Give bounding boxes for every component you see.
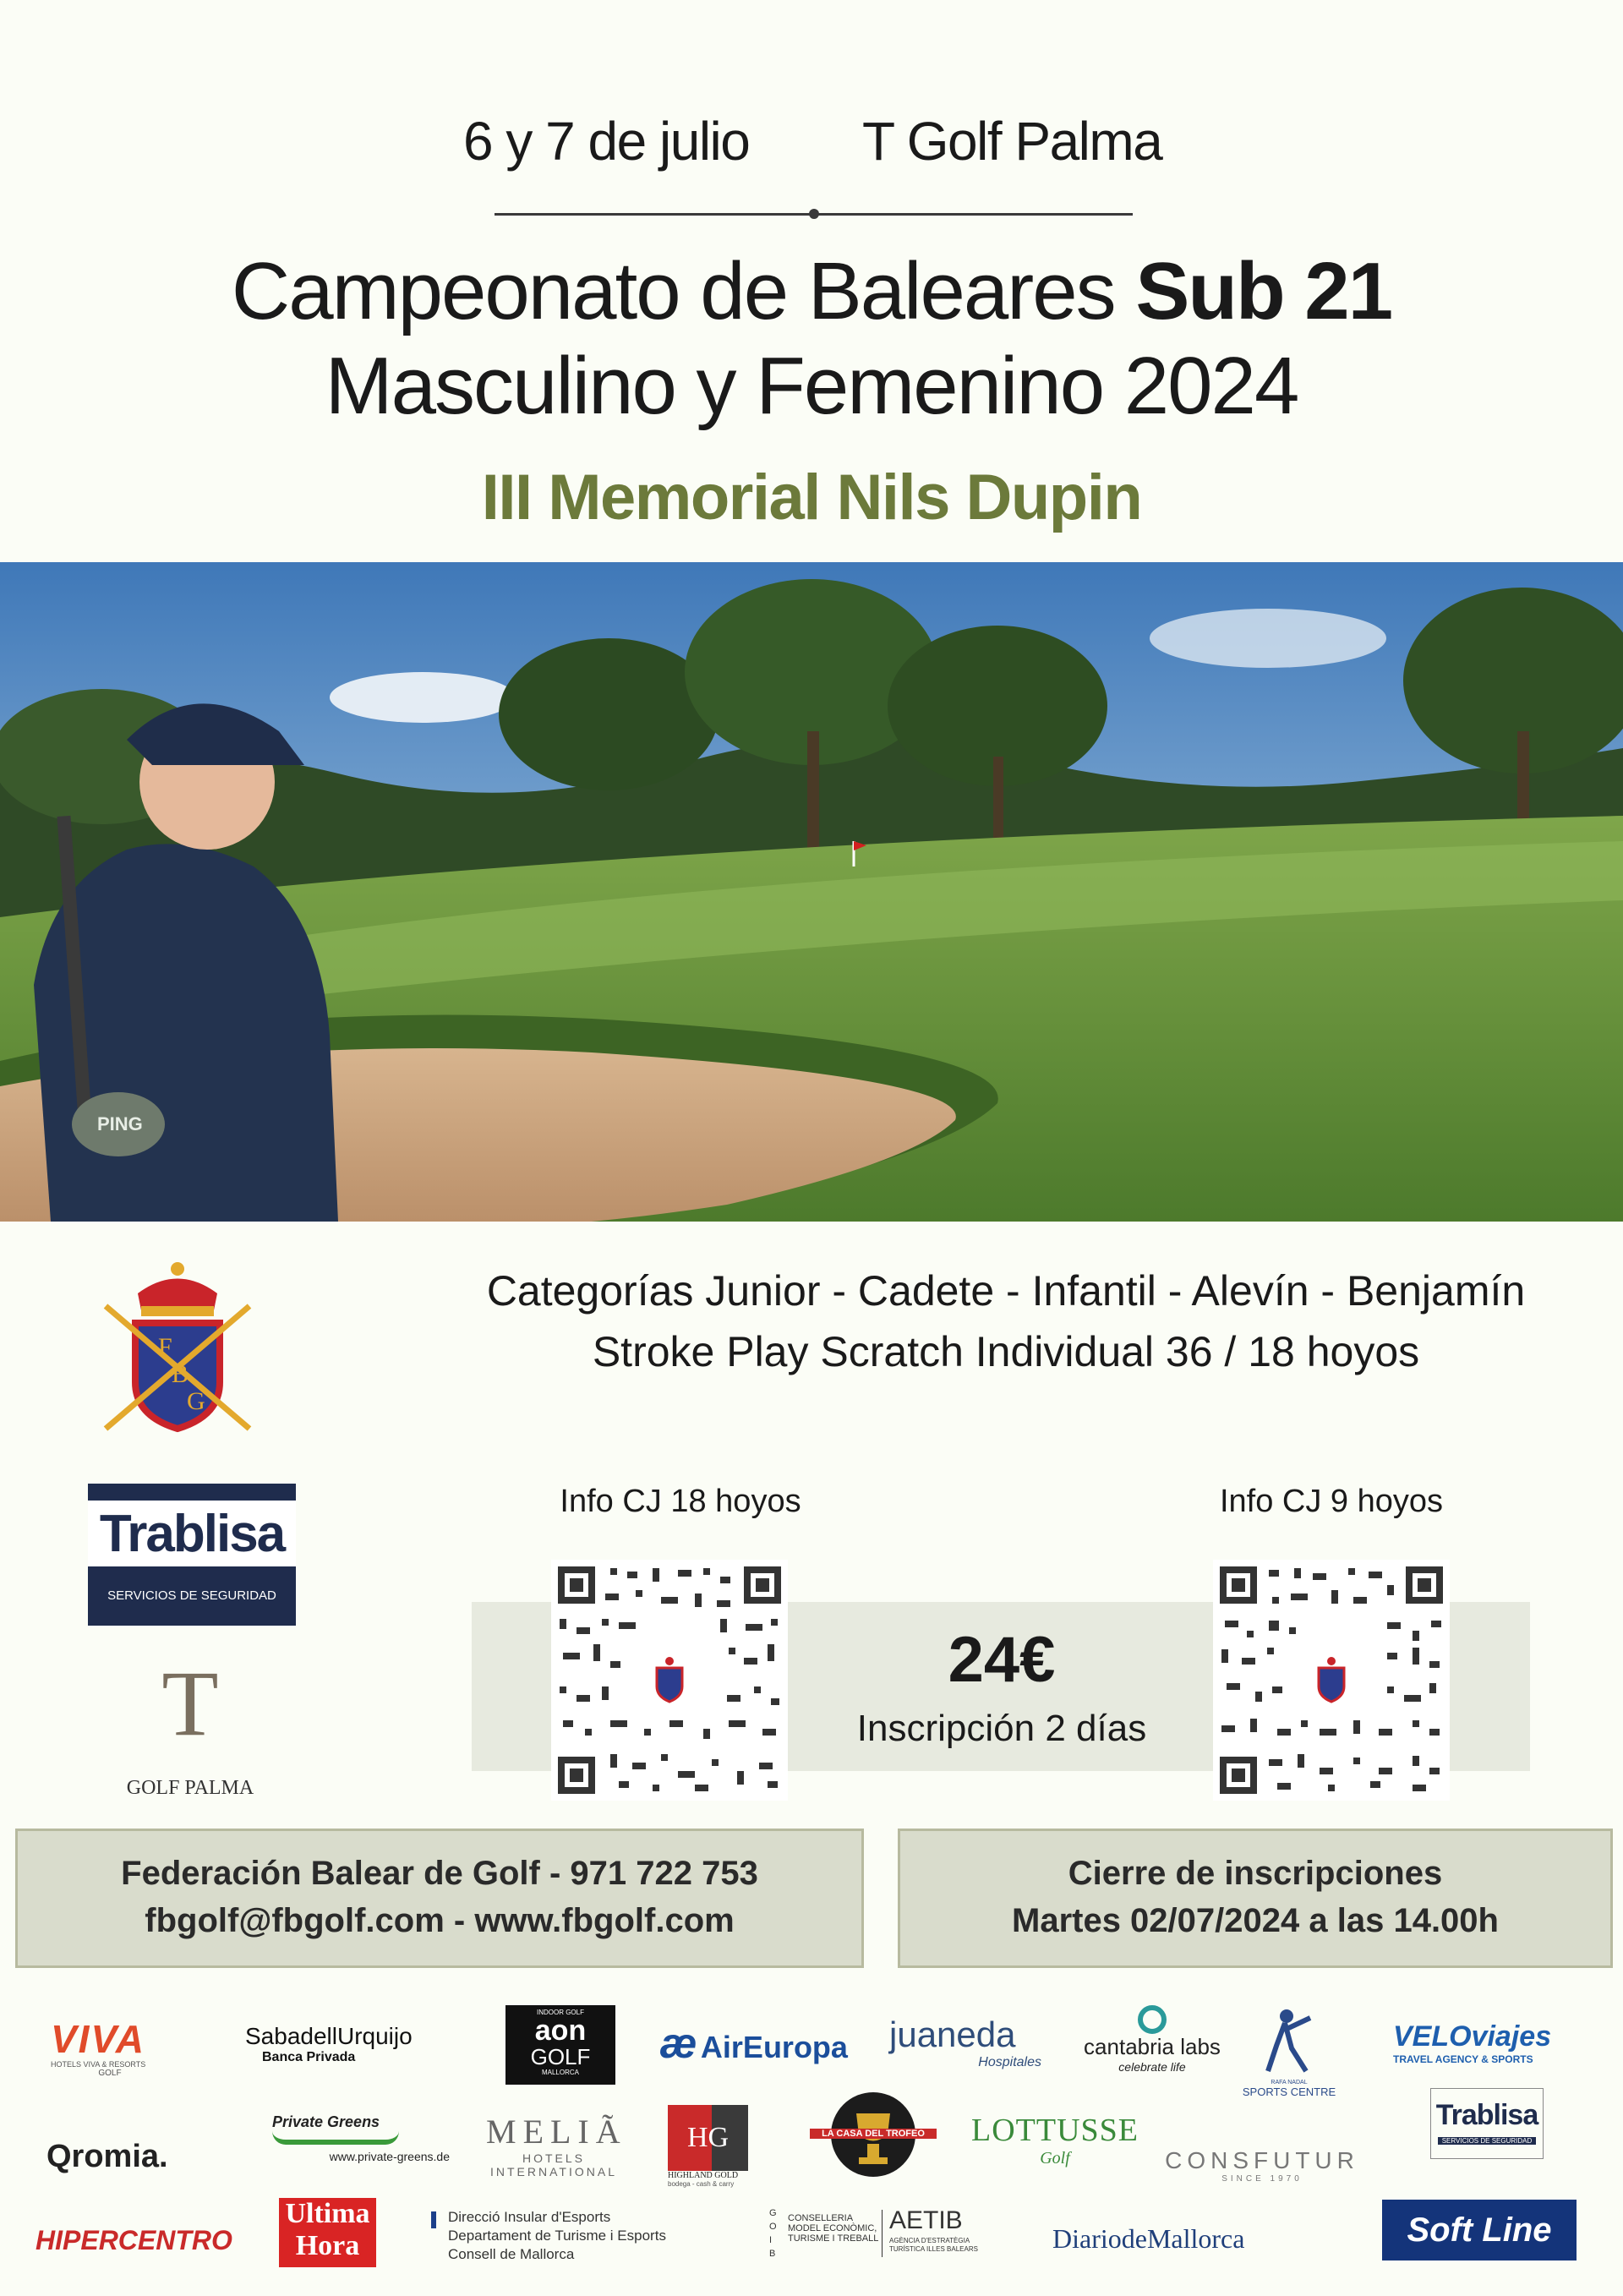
trablisa-sponsor-logo (1430, 2088, 1544, 2159)
goib-divider (882, 2210, 883, 2257)
fbg-letter-g: G (187, 1387, 205, 1415)
deadline-title: Cierre de inscripciones (1068, 1855, 1443, 1892)
page-title-line2: Masculino y Femenino 2024 (325, 341, 1298, 431)
qr-code-icon (551, 1560, 788, 1801)
federation-contact-box (15, 1829, 864, 1968)
lottusse-text: LOTTUSSE (971, 2113, 1139, 2148)
air-europa-logo (659, 2019, 862, 2069)
casa-trofeo-text: LA CASA DEL TROFEO (810, 2129, 937, 2139)
info-18-holes-label: Info CJ 18 hoyos (560, 1484, 801, 1519)
ultima-hora-line2: Hora (295, 2230, 360, 2261)
cantabria-circle-icon (1138, 2005, 1167, 2034)
qr-code-18-holes[interactable] (551, 1560, 788, 1801)
viva-logo-sub: HOTELS VIVA & RESORTS (51, 2060, 146, 2069)
trablisa-tagline: SERVICIOS DE SEGURIDAD (107, 1588, 276, 1603)
sabadell-urquijo-logo (245, 2023, 448, 2074)
aetib-sub2: TURÍSTICA ILLES BALEARS (889, 2245, 978, 2253)
soft-line-logo: Soft Line (1382, 2200, 1577, 2260)
private-greens-url: www.private-greens.de (329, 2150, 450, 2163)
highland-gold-logo (668, 2105, 748, 2200)
event-date: 6 y 7 de julio (463, 111, 750, 172)
tgolf-name: GOLF PALMA (126, 1777, 254, 1799)
sabadell-logo-sub: Banca Privada (262, 2050, 356, 2064)
tgolf-letter: T (161, 1652, 219, 1755)
private-greens-logo (272, 2113, 450, 2173)
title-bold: Sub 21 (1135, 246, 1392, 336)
trablisa-sponsor-text: Trablisa (1435, 2099, 1538, 2131)
melia-sub2: INTERNATIONAL (490, 2165, 617, 2178)
air-europa-icon: æ (659, 2020, 697, 2067)
conselleria-line3: TURISME I TREBALL (788, 2233, 879, 2244)
consell-line1: Direcció Insular d'Esports (448, 2209, 611, 2225)
nadal-text: SPORTS CENTRE (1242, 2086, 1336, 2098)
price-value: 24€ (948, 1624, 1056, 1696)
melia-text: MELIÃ (486, 2113, 627, 2151)
private-greens-swoosh-icon (272, 2131, 399, 2145)
highland-gold-mark: HG (668, 2105, 748, 2171)
categories-text: Categorías Junior - Cadete - Infantil - Alevín - Benjamín (486, 1267, 1526, 1315)
golf-course-illustration (0, 562, 1623, 1222)
title-part1: Campeonato de Baleares (231, 246, 1136, 336)
consell-line3: Consell de Mallorca (448, 2246, 575, 2262)
conselleria-line2: MODEL ECONÒMIC, (788, 2223, 877, 2233)
consell-line2: Departament de Turisme i Esports (448, 2228, 666, 2244)
conselleria-line1: CONSELLERIA (788, 2213, 854, 2223)
aetib-text: AETIB (889, 2206, 963, 2234)
nadal-small-text: RAFA NADAL (1271, 2080, 1308, 2086)
highland-gold-sub: bodega - cash & carry (668, 2180, 735, 2188)
lottusse-sub: Golf (1040, 2149, 1070, 2168)
memorial-subtitle: III Memorial Nils Dupin (481, 462, 1142, 533)
trablisa-name: Trablisa (99, 1505, 285, 1563)
qr-code-9-holes[interactable] (1213, 1560, 1450, 1801)
juaneda-logo (889, 2014, 1041, 2074)
consfutur-text: CONSFUTUR (1165, 2147, 1359, 2173)
sabadell-logo-text: SabadellUrquijo (245, 2023, 413, 2049)
page-title (0, 245, 1623, 338)
juaneda-sub: Hospitales (978, 2055, 1041, 2069)
consfutur-logo (1165, 2147, 1359, 2198)
aon-logo-text: aon (534, 2014, 587, 2047)
consell-de-mallorca-logo (431, 2208, 702, 2267)
air-europa-text: AirEuropa (700, 2030, 848, 2064)
consell-flag-icon (431, 2211, 436, 2228)
viva-hotels-logo (51, 2016, 169, 2078)
diario-de-mallorca-logo: DiariodeMallorca (1052, 2223, 1245, 2254)
lottusse-golf-logo (970, 2112, 1139, 2171)
rafa-nadal-sports-centre-logo (1234, 2008, 1344, 2109)
tennis-player-icon (1260, 2008, 1319, 2075)
melia-sub1: HOTELS (522, 2151, 585, 2165)
trablisa-sponsor-sub: SERVICIOS DE SEGURIDAD (1438, 2137, 1536, 2145)
hipercentro-logo: HIPERCENTRO (36, 2225, 232, 2255)
qr-code-icon (1213, 1560, 1450, 1801)
viva-logo-text: VIVA (51, 2017, 145, 2061)
divider-dot (809, 209, 819, 219)
trablisa-logo (88, 1484, 296, 1626)
hero-photo (0, 562, 1623, 1222)
cantabria-labs-logo (1072, 2005, 1232, 2081)
highland-gold-text: HIGHLAND GOLD (668, 2171, 739, 2180)
qromia-logo: Qromia. (46, 2139, 168, 2174)
veloviajes-sub: TRAVEL AGENCY & SPORTS (1393, 2053, 1533, 2065)
juaneda-text: juaneda (889, 2014, 1016, 2054)
aon-golf-logo (505, 2005, 615, 2085)
ultima-hora-logo (279, 2198, 376, 2267)
price-label: Inscripción 2 días (856, 1708, 1147, 1749)
goib-aetib-logo (769, 2206, 981, 2282)
registration-deadline-box (898, 1829, 1613, 1968)
viva-logo-golf: GOLF (98, 2069, 122, 2078)
private-greens-text: Private Greens (272, 2113, 380, 2130)
aon-logo-top: INDOOR GOLF (536, 2009, 584, 2016)
tgolf-palma-logo (110, 1652, 270, 1805)
aon-logo-golf: GOLF (530, 2044, 591, 2069)
la-casa-del-trofeo-logo (810, 2088, 937, 2181)
veloviajes-logo (1393, 2020, 1587, 2071)
melia-logo (486, 2112, 627, 2188)
info-9-holes-label: Info CJ 9 hoyos (1219, 1484, 1444, 1519)
cantabria-sub: celebrate life (1118, 2060, 1186, 2074)
consfutur-sub: SINCE 1970 (1221, 2174, 1303, 2184)
goib-text: G O I B (769, 2208, 777, 2259)
federation-contact-line1: Federación Balear de Golf - 971 722 753 (121, 1855, 758, 1892)
conselleria-text (788, 2213, 878, 2244)
fbg-crest-icon (97, 1247, 258, 1441)
fbg-letter-b: B (172, 1360, 189, 1388)
ultima-hora-line1: Ultima (285, 2198, 370, 2229)
aon-logo-bottom: MALLORCA (541, 2069, 579, 2076)
format-text: Stroke Play Scratch Individual 36 / 18 hoyos (592, 1328, 1420, 1375)
fbg-logo (97, 1247, 258, 1441)
veloviajes-text: VELOviajes (1393, 2020, 1552, 2053)
federation-contact-line2[interactable]: fbgolf@fbgolf.com - www.fbgolf.com (145, 1902, 735, 1939)
deadline-date: Martes 02/07/2024 a las 14.00h (1012, 1902, 1499, 1939)
club-brand-text: PING (97, 1113, 143, 1134)
fbg-letter-f: F (158, 1333, 172, 1361)
event-venue: T Golf Palma (862, 111, 1162, 172)
cantabria-text: cantabria labs (1084, 2034, 1221, 2059)
aetib-sub1: AGÈNCIA D'ESTRATÈGIA (889, 2237, 970, 2244)
